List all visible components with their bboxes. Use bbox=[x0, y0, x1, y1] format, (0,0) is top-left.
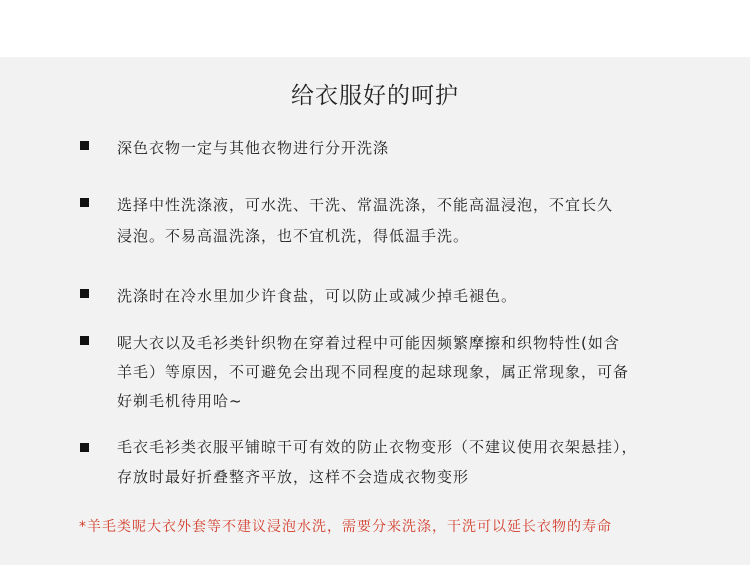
care-item-text: 毛衣毛衫类衣服平铺晾干可有效的防止衣物变形（不建议使用衣架悬挂）， bbox=[117, 438, 638, 456]
care-item-text: 深色衣物一定与其他衣物进行分开洗涤 bbox=[117, 139, 390, 157]
page-title: 给衣服好的呵护 bbox=[291, 83, 459, 109]
square-bullet-icon bbox=[80, 141, 89, 150]
care-item-text: 羊毛）等原因，不可避免会出现不同程度的起球现象，属正常现象，可备 bbox=[117, 363, 630, 381]
care-item-text: 好剃毛机待用哈~ bbox=[117, 392, 243, 410]
content-panel bbox=[0, 57, 750, 565]
care-item-text: 洗涤时在冷水里加少许食盐，可以防止或减少掉毛褪色。 bbox=[117, 287, 518, 305]
care-item-text: 呢大衣以及毛衫类针织物在穿着过程中可能因频繁摩擦和织物特性(如含 bbox=[117, 334, 620, 352]
square-bullet-icon bbox=[80, 289, 89, 298]
care-footnote: *羊毛类呢大衣外套等不建议浸泡水洗，需要分来洗涤，干洗可以延长衣物的寿命 bbox=[79, 519, 612, 535]
care-item-text: 选择中性洗涤液，可水洗、干洗、常温洗涤，不能高温浸泡，不宜长久 bbox=[117, 196, 614, 214]
square-bullet-icon bbox=[80, 443, 89, 452]
square-bullet-icon bbox=[80, 336, 89, 345]
care-item-text: 存放时最好折叠整齐平放，这样不会造成衣物变形 bbox=[117, 468, 470, 486]
care-item-text: 浸泡。不易高温洗涤，也不宜机洗，得低温手洗。 bbox=[117, 227, 470, 245]
square-bullet-icon bbox=[80, 198, 89, 207]
